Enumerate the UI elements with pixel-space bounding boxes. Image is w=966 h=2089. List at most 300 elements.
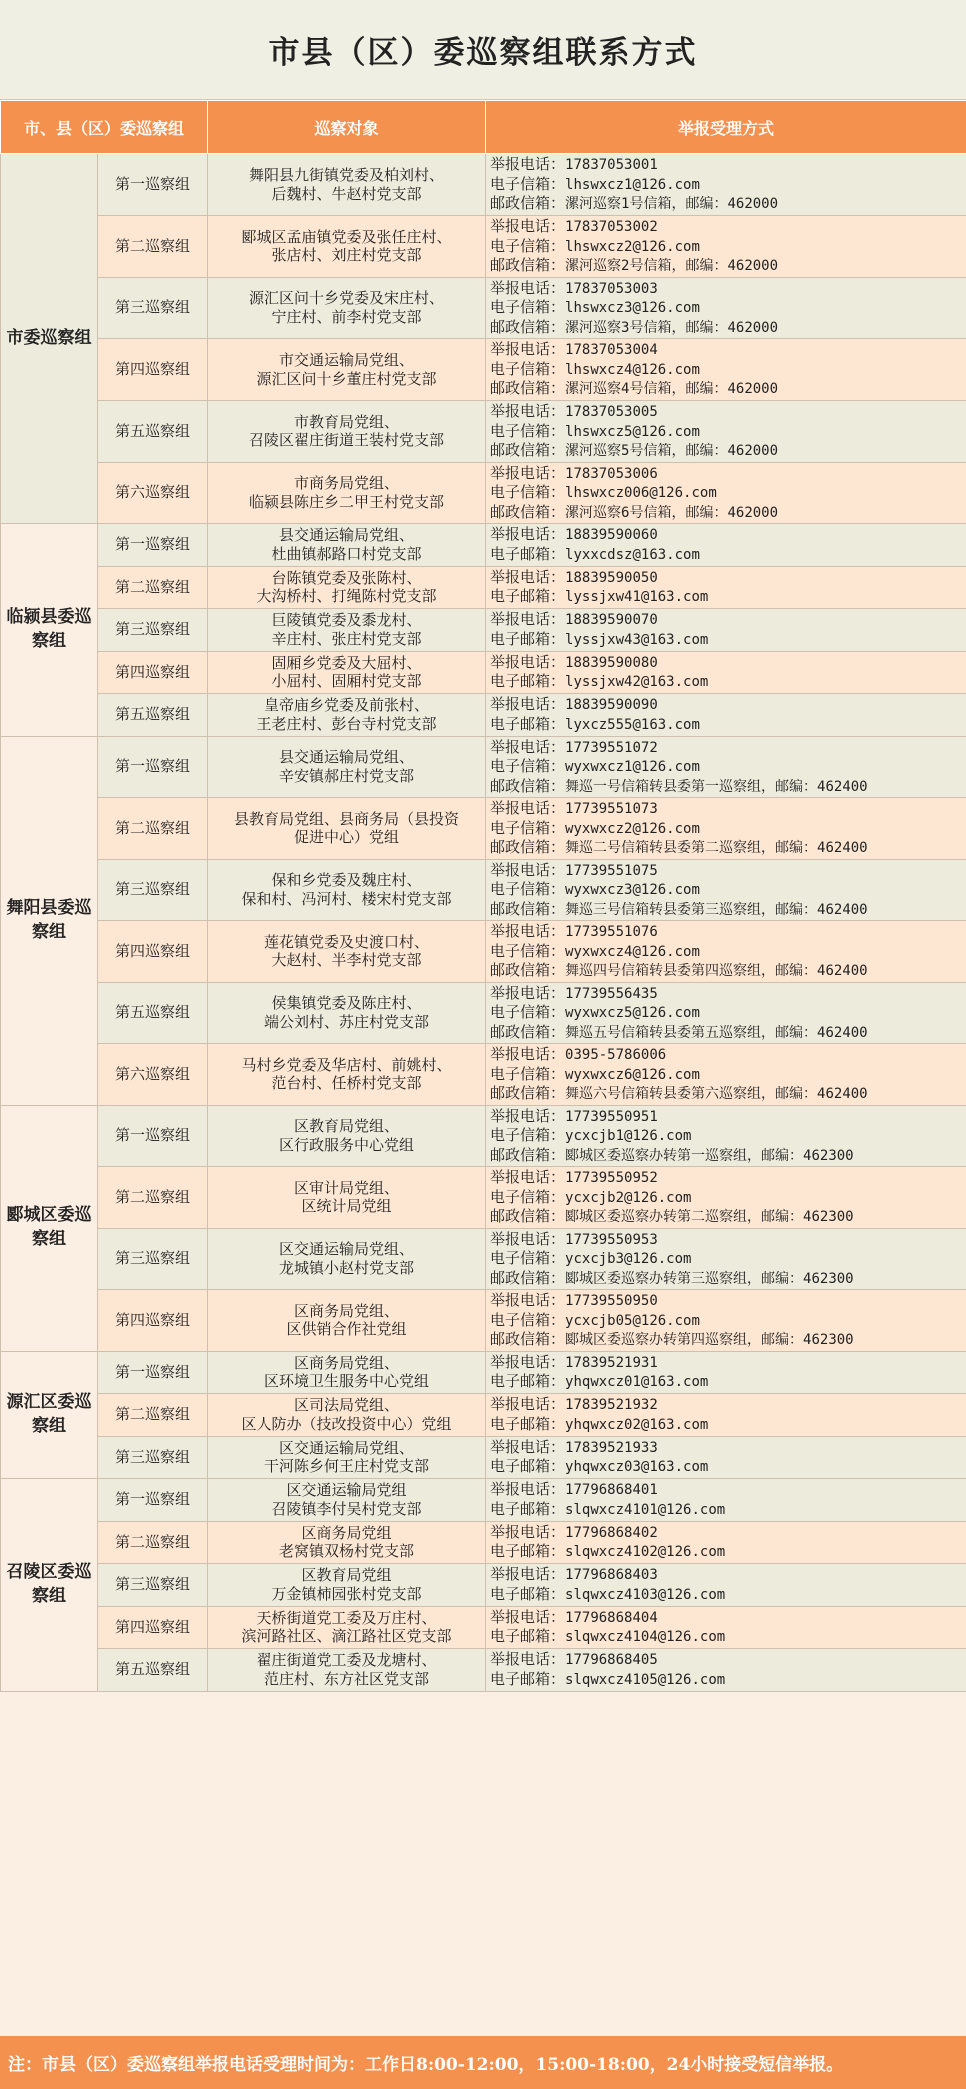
team-name: 第五巡察组: [98, 694, 208, 737]
phone-line-label: 举报电话：: [490, 695, 566, 714]
email-line: [490, 1670, 962, 1690]
phone-line-label: 举报电话：: [490, 737, 566, 756]
email-line: [490, 1415, 962, 1435]
phone-line: [490, 653, 962, 673]
email-line-label: 电子邮箱：: [490, 544, 566, 563]
mail-line-label: 邮政信箱：: [490, 1268, 566, 1287]
phone-line: [490, 984, 962, 1004]
mail-line: [490, 1146, 962, 1166]
target-line: 区供销合作社党组: [286, 1320, 407, 1339]
email-line-value[interactable]: yhqwxcz02@163.com: [565, 1416, 709, 1433]
target-line: 县交通运输局党组、: [279, 526, 415, 544]
email-line-value[interactable]: lyssjxw42@163.com: [565, 674, 709, 691]
email-line-label: 电子邮箱：: [490, 1499, 566, 1518]
phone-line: [490, 1395, 962, 1415]
email-line: [490, 545, 962, 565]
phone-line: [490, 799, 962, 819]
target-line: 大沟桥村、打绳陈村党支部: [256, 587, 437, 606]
target-line: 保和乡党委及魏庄村、: [271, 871, 422, 889]
mail-line: [490, 777, 962, 797]
target-line: 召陵区翟庄街道王装村党支部: [249, 431, 445, 450]
target-line: 区司法局党组、: [294, 1396, 400, 1414]
phone-line-value: 17739550951: [565, 1108, 658, 1125]
target-line: 张店村、刘庄村党支部: [271, 246, 422, 265]
mail-line-value: 漯河巡察6号信箱，邮编：462000: [565, 504, 779, 521]
email-line-label: 电子信箱：: [490, 359, 566, 378]
inspection-target: [208, 1044, 486, 1106]
target-line: 宁庄村、前李村党支部: [271, 307, 422, 326]
target-line: 区商务局党组: [301, 1523, 392, 1542]
mail-line-label: 邮政信箱：: [490, 838, 566, 856]
target-line: 郾城区孟庙镇党委及张任庄村、: [241, 227, 452, 246]
target-line: 台陈镇党委及张陈村、: [271, 568, 422, 587]
phone-line-value: 17837053002: [565, 219, 658, 235]
email-line: [490, 298, 962, 318]
phone-line-label: 举报电话：: [490, 525, 566, 544]
email-line-label: 电子邮箱：: [490, 629, 566, 648]
inspection-target: [208, 524, 486, 567]
contact-info: [486, 1479, 966, 1522]
team-name: 第一巡察组: [98, 524, 208, 567]
inspection-target: [208, 982, 486, 1044]
contact-table: [0, 100, 966, 1692]
phone-line-value: 17739551072: [565, 739, 658, 756]
phone-line-label: 举报电话：: [490, 1106, 566, 1125]
mail-line-value: 漯河巡察3号信箱，邮编：462000: [565, 319, 779, 336]
contact-info: [486, 401, 966, 463]
contact-info: [486, 566, 966, 609]
mail-line: [490, 838, 962, 858]
inspection-target: [208, 339, 486, 401]
target-line: 万金镇柿园张村党支部: [271, 1584, 422, 1603]
table-row: [1, 1228, 966, 1290]
mail-line-value: 郾城区委巡察办转第一巡察组，邮编：462300: [565, 1147, 854, 1164]
email-line: [490, 1003, 962, 1023]
table-row: [1, 401, 966, 463]
header-contact: 举报受理方式: [486, 101, 966, 154]
target-line: 区教育局党组: [301, 1566, 392, 1584]
target-line: 源汇区问十乡党委及宋庄村、: [249, 289, 445, 307]
inspection-target: [208, 798, 486, 860]
inspection-target: [208, 1394, 486, 1437]
phone-line: [490, 1291, 962, 1311]
phone-line: [490, 1107, 962, 1127]
target-line: 市交通运输局党组、: [279, 350, 415, 369]
email-line-value[interactable]: ycxcjb05@126.com: [565, 1312, 700, 1329]
phone-line-label: 举报电话：: [490, 1229, 566, 1248]
mail-line-label: 邮政信箱：: [490, 1145, 566, 1164]
email-line-label: 电子信箱：: [490, 1064, 566, 1083]
phone-line: [490, 155, 962, 175]
target-line: 大赵村、半李村党支部: [271, 951, 422, 970]
mail-line-value: 舞巡一号信箱转县委第一巡察组，邮编：462400: [565, 778, 868, 795]
contact-info: [486, 1564, 966, 1607]
table-row: [1, 651, 966, 694]
email-line-label: 电子邮箱：: [490, 1669, 566, 1688]
email-line-value[interactable]: slqwxcz4101@126.com: [565, 1501, 726, 1518]
phone-line-value: 17839521932: [565, 1397, 658, 1414]
email-line-value[interactable]: lhswxcz3@126.com: [565, 300, 700, 316]
email-line: [490, 1065, 962, 1085]
footer-note: 注：市县（区）委巡察组举报电话受理时间为：工作日8:00-12:00，15:00-18:00，24小时接受短信举报。: [0, 2036, 966, 2089]
email-line: [490, 587, 962, 607]
mail-line-label: 邮政信箱：: [490, 256, 566, 274]
email-line-value[interactable]: lyssjxw41@163.com: [565, 589, 709, 606]
phone-line-label: 举报电话：: [490, 1352, 566, 1371]
phone-line-value: 17839521933: [565, 1439, 658, 1456]
mail-line-value: 舞巡三号信箱转县委第三巡察组，邮编：462400: [565, 901, 868, 918]
inspection-target: [208, 1521, 486, 1564]
target-line: 区教育局党组、: [294, 1117, 400, 1135]
mail-line-value: 郾城区委巡察办转第四巡察组，邮编：462300: [565, 1332, 854, 1348]
email-line-label: 电子信箱：: [490, 1126, 566, 1144]
mail-line-value: 漯河巡察5号信箱，邮编：462000: [565, 443, 779, 459]
contact-info: [486, 694, 966, 737]
inspection-target: [208, 1564, 486, 1607]
table-row: [1, 462, 966, 524]
table-row: [1, 609, 966, 652]
email-line: [490, 175, 962, 195]
inspection-target: [208, 921, 486, 983]
contact-info: [486, 921, 966, 983]
table-row: [1, 736, 966, 798]
target-line: 区交通运输局党组: [286, 1481, 407, 1499]
inspection-target: [208, 154, 486, 216]
target-line: 区人防办（技改投资中心）党组: [241, 1414, 452, 1433]
team-name: 第三巡察组: [98, 277, 208, 339]
phone-line-label: 举报电话：: [490, 610, 566, 629]
team-name: 第一巡察组: [98, 736, 208, 798]
target-line: 端公刘村、苏庄村党支部: [264, 1012, 430, 1031]
inspection-target: [208, 1228, 486, 1290]
table-body: [1, 154, 966, 1692]
team-name: 第三巡察组: [98, 1228, 208, 1290]
team-name: 第一巡察组: [98, 1105, 208, 1167]
email-line-value[interactable]: lhswxcz5@126.com: [565, 423, 700, 440]
email-line-label: 电子邮箱：: [490, 714, 566, 733]
email-line-value[interactable]: ycxcjb3@126.com: [565, 1251, 692, 1267]
target-line: 区环境卫生服务中心党组: [264, 1372, 430, 1391]
phone-line-value: 17739551075: [565, 862, 658, 879]
phone-line-value: 18839590050: [565, 569, 658, 586]
email-line: [490, 942, 962, 962]
email-line-value[interactable]: wyxwxcz5@126.com: [565, 1005, 700, 1021]
email-line-value[interactable]: yhqwxcz03@163.com: [565, 1459, 709, 1476]
target-line: 区交通运输局党组、: [279, 1438, 415, 1457]
mail-line: [490, 194, 962, 214]
email-line-label: 电子信箱：: [490, 880, 566, 898]
email-line-label: 电子信箱：: [490, 1310, 566, 1329]
contact-info: [486, 339, 966, 401]
contact-info: [486, 1290, 966, 1352]
table-row: [1, 1606, 966, 1649]
phone-line-value: 17796868405: [565, 1652, 658, 1669]
contact-info: [486, 1649, 966, 1692]
email-line-label: 电子邮箱：: [490, 1414, 566, 1433]
email-line: [490, 757, 962, 777]
team-name: 第二巡察组: [98, 798, 208, 860]
table-row: [1, 1105, 966, 1167]
mail-line: [490, 1207, 962, 1227]
phone-line-value: 17796868401: [565, 1482, 658, 1499]
email-line-value[interactable]: wyxwxcz6@126.com: [565, 1066, 700, 1083]
phone-line-value: 17739550953: [565, 1231, 658, 1248]
phone-line: [490, 1438, 962, 1458]
team-name: 第四巡察组: [98, 339, 208, 401]
phone-line-label: 举报电话：: [490, 1291, 566, 1309]
mail-line: [490, 1023, 962, 1043]
mail-line-value: 漯河巡察4号信箱，邮编：462000: [565, 381, 779, 398]
target-line: 侯集镇党委及陈庄村、: [271, 994, 422, 1012]
contact-info: [486, 982, 966, 1044]
email-line-value[interactable]: slqwxcz4105@126.com: [565, 1671, 726, 1688]
page-title: 市县（区）委巡察组联系方式: [0, 0, 966, 100]
target-line: 滨河路社区、滴江路社区党支部: [241, 1627, 452, 1646]
mail-line-label: 邮政信箱：: [490, 379, 566, 398]
target-line: 固厢乡党委及大屈村、: [271, 653, 422, 672]
phone-line-value: 17837053001: [565, 157, 658, 174]
mail-line: [490, 961, 962, 981]
phone-line-value: 17739550952: [565, 1170, 658, 1186]
email-line: [490, 1627, 962, 1647]
mail-line-label: 邮政信箱：: [490, 1022, 566, 1041]
contact-info: [486, 1521, 966, 1564]
contact-info: [486, 1044, 966, 1106]
phone-line-label: 举报电话：: [490, 860, 566, 879]
inspection-target: [208, 1105, 486, 1167]
email-line-value[interactable]: lhswxcz006@126.com: [565, 485, 717, 501]
email-line-value[interactable]: ycxcjb1@126.com: [565, 1128, 692, 1144]
email-line-value[interactable]: yhqwxcz01@163.com: [565, 1374, 709, 1391]
team-name: 第二巡察组: [98, 1521, 208, 1564]
inspection-target: [208, 609, 486, 652]
inspection-target: [208, 1290, 486, 1352]
team-name: 第二巡察组: [98, 566, 208, 609]
email-line: [490, 1372, 962, 1392]
phone-line-label: 举报电话：: [490, 922, 566, 940]
phone-line: [490, 861, 962, 881]
email-line: [490, 1500, 962, 1520]
phone-line-label: 举报电话：: [490, 1522, 566, 1541]
team-name: 第四巡察组: [98, 921, 208, 983]
target-line: 临颍县陈庄乡二甲王村党支部: [249, 492, 445, 511]
table-row: [1, 216, 966, 278]
mail-line: [490, 379, 962, 399]
phone-line-label: 举报电话：: [490, 463, 566, 482]
email-line-value[interactable]: wyxwxcz1@126.com: [565, 759, 700, 775]
email-line-value[interactable]: wyxwxcz4@126.com: [565, 943, 700, 960]
team-name: 第一巡察组: [98, 1479, 208, 1522]
target-line: 促进中心）党组: [294, 828, 400, 847]
contact-info: [486, 651, 966, 694]
table-row: [1, 1351, 966, 1394]
email-line-label: 电子信箱：: [490, 298, 566, 316]
mail-line: [490, 441, 962, 461]
group-name: 舞阳县委巡察组: [1, 736, 98, 1105]
email-line-value[interactable]: wyxwxcz3@126.com: [565, 882, 700, 898]
team-name: 第一巡察组: [98, 1351, 208, 1394]
email-line-value[interactable]: lhswxcz2@126.com: [565, 238, 700, 255]
email-line: [490, 715, 962, 735]
team-name: 第一巡察组: [98, 154, 208, 216]
group-name: 郾城区委巡察组: [1, 1105, 98, 1351]
phone-line-value: 17837053006: [565, 465, 658, 482]
inspection-target: [208, 277, 486, 339]
phone-line: [490, 1650, 962, 1670]
phone-line: [490, 1565, 962, 1585]
table-row: [1, 1290, 966, 1352]
phone-line: [490, 525, 962, 545]
target-line: 范庄村、东方社区党支部: [264, 1669, 430, 1688]
email-line-value[interactable]: lhswxcz4@126.com: [565, 361, 700, 378]
team-name: 第五巡察组: [98, 982, 208, 1044]
inspection-target: [208, 462, 486, 524]
team-name: 第三巡察组: [98, 609, 208, 652]
mail-line: [490, 318, 962, 338]
phone-line: [490, 695, 962, 715]
target-line: 区统计局党组: [301, 1197, 392, 1216]
contact-info: [486, 1351, 966, 1394]
phone-line-value: 17739551076: [565, 924, 658, 940]
email-line-value[interactable]: lhswxcz1@126.com: [565, 176, 700, 193]
phone-line: [490, 1480, 962, 1500]
phone-line-label: 举报电话：: [490, 1437, 566, 1456]
inspection-target: [208, 694, 486, 737]
mail-line-value: 漯河巡察1号信箱，邮编：462000: [565, 196, 779, 213]
mail-line-value: 舞巡二号信箱转县委第二巡察组，邮编：462400: [565, 840, 868, 856]
mail-line-label: 邮政信箱：: [490, 961, 566, 979]
phone-line-label: 举报电话：: [490, 567, 566, 586]
team-name: 第三巡察组: [98, 1436, 208, 1479]
mail-line: [490, 256, 962, 276]
phone-line-value: 17839521931: [565, 1354, 658, 1371]
phone-line: [490, 922, 962, 942]
inspection-target: [208, 216, 486, 278]
contact-info: [486, 1167, 966, 1229]
email-line-value[interactable]: slqwxcz4103@126.com: [565, 1586, 726, 1603]
target-line: 市商务局党组、: [294, 474, 400, 492]
group-name: 源汇区委巡察组: [1, 1351, 98, 1479]
phone-line: [490, 1608, 962, 1628]
mail-line-label: 邮政信箱：: [490, 899, 566, 918]
phone-line-value: 17739550950: [565, 1293, 658, 1309]
table-row: [1, 1479, 966, 1522]
email-line: [490, 237, 962, 257]
mail-line-value: 舞巡四号信箱转县委第四巡察组，邮编：462400: [565, 963, 868, 979]
contact-info: [486, 736, 966, 798]
phone-line-label: 举报电话：: [490, 155, 566, 174]
table-row: [1, 1521, 966, 1564]
email-line: [490, 483, 962, 503]
contact-info: [486, 1394, 966, 1437]
phone-line-label: 举报电话：: [490, 340, 566, 359]
phone-line: [490, 1523, 962, 1543]
table-row: [1, 859, 966, 921]
team-name: 第四巡察组: [98, 1606, 208, 1649]
email-line-label: 电子信箱：: [490, 236, 566, 255]
team-name: 第二巡察组: [98, 1167, 208, 1229]
target-line: 后魏村、牛赵村党支部: [271, 184, 422, 203]
phone-line-label: 举报电话：: [490, 1395, 566, 1414]
email-line-value[interactable]: wyxwxcz2@126.com: [565, 820, 700, 837]
target-line: 杜曲镇郝路口村党支部: [271, 544, 422, 563]
target-line: 区审计局党组、: [294, 1178, 400, 1197]
inspection-target: [208, 1649, 486, 1692]
email-line: [490, 360, 962, 380]
phone-line: [490, 340, 962, 360]
group-name: 市委巡察组: [1, 154, 98, 524]
target-line: 区行政服务中心党组: [279, 1135, 415, 1154]
phone-line-label: 举报电话：: [490, 1480, 566, 1499]
target-line: 市教育局党组、: [294, 412, 400, 431]
email-line: [490, 672, 962, 692]
mail-line: [490, 1330, 962, 1350]
target-line: 干河陈乡何王庄村党支部: [264, 1457, 430, 1476]
email-line: [490, 1249, 962, 1269]
mail-line-value: 舞巡六号信箱转县委第六巡察组，邮编：462400: [565, 1086, 868, 1102]
header-target: 巡察对象: [208, 101, 486, 154]
email-line-label: 电子信箱：: [490, 1187, 566, 1206]
team-name: 第二巡察组: [98, 216, 208, 278]
email-line-value[interactable]: lyxxcdsz@163.com: [565, 546, 700, 563]
contact-info: [486, 1606, 966, 1649]
email-line-value[interactable]: ycxcjb2@126.com: [565, 1189, 692, 1206]
phone-line-value: 17796868402: [565, 1524, 658, 1541]
email-line-label: 电子邮箱：: [490, 1584, 566, 1603]
inspection-target: [208, 1436, 486, 1479]
mail-line-value: 舞巡五号信箱转县委第五巡察组，邮编：462400: [565, 1024, 868, 1041]
phone-line-value: 17837053005: [565, 404, 658, 420]
contact-info: [486, 154, 966, 216]
contact-info: [486, 1436, 966, 1479]
target-line: 源汇区问十乡董庄村党支部: [256, 369, 437, 388]
target-line: 辛安镇郝庄村党支部: [279, 766, 415, 785]
target-line: 皇帝庙乡党委及前张村、: [264, 696, 430, 714]
phone-line-value: 18839590060: [565, 527, 658, 544]
table-row: [1, 798, 966, 860]
phone-line-label: 举报电话：: [490, 217, 566, 235]
target-line: 区商务局党组、: [294, 1301, 400, 1320]
phone-line-value: 0395-5786006: [565, 1047, 667, 1063]
target-line: 区商务局党组、: [294, 1353, 400, 1372]
contact-info: [486, 524, 966, 567]
phone-line-label: 举报电话：: [490, 1168, 566, 1186]
email-line-value[interactable]: lyssjxw43@163.com: [565, 631, 709, 648]
team-name: 第六巡察组: [98, 1044, 208, 1106]
contact-info: [486, 462, 966, 524]
phone-line-value: 18839590070: [565, 612, 658, 629]
phone-line-value: 18839590090: [565, 697, 658, 714]
email-line-value[interactable]: slqwxcz4102@126.com: [565, 1544, 726, 1561]
team-name: 第五巡察组: [98, 1649, 208, 1692]
target-line: 辛庄村、张庄村党支部: [271, 629, 422, 648]
email-line-value[interactable]: slqwxcz4104@126.com: [565, 1629, 726, 1646]
inspection-target: [208, 736, 486, 798]
inspection-target: [208, 859, 486, 921]
phone-line-value: 17739556435: [565, 985, 658, 1002]
email-line-value[interactable]: lyxcz555@163.com: [565, 716, 700, 733]
inspection-target: [208, 1606, 486, 1649]
team-name: 第四巡察组: [98, 1290, 208, 1352]
contact-info: [486, 277, 966, 339]
phone-line-label: 举报电话：: [490, 652, 566, 671]
email-line: [490, 1585, 962, 1605]
table-row: [1, 1436, 966, 1479]
phone-line: [490, 402, 962, 422]
email-line-label: 电子邮箱：: [490, 1372, 566, 1391]
table-row: [1, 982, 966, 1044]
table-row: [1, 524, 966, 567]
